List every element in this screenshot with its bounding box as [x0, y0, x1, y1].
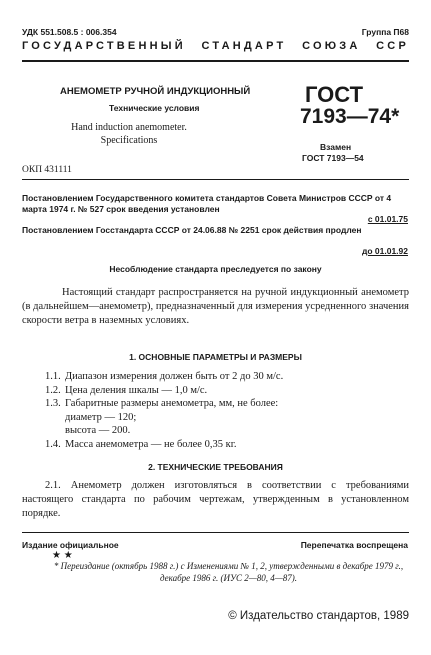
document-title: АНЕМОМЕТР РУЧНОЙ ИНДУКЦИОННЫЙ: [60, 86, 251, 97]
decree-1-date: с 01.01.75: [367, 214, 408, 224]
list-item: [45, 438, 409, 452]
item-text: Габаритные размеры анемометра, мм, не более:: [65, 398, 279, 409]
okp-code: ОКП 431111: [22, 165, 72, 175]
decree-2-date: до 01.01.92: [361, 246, 408, 256]
section-2-heading: 2. ТЕХНИЧЕСКИЕ ТРЕБОВАНИЯ: [148, 462, 283, 472]
udk-code: УДК 551.508.5 : 006.354: [22, 27, 117, 37]
list-item: [45, 370, 409, 384]
paragraph-2-1: 2.1. Анемометр должен изготовляться в соответствии с требованиями настоящего стандарта по рабочим чертежам, утвержденным в установленном порядке.: [22, 480, 409, 519]
group-code: Группа П68: [361, 27, 409, 37]
replaces-label: Взамен: [320, 142, 352, 152]
item-number: 1.2.: [45, 384, 61, 396]
item-number: 1.4.: [45, 438, 61, 450]
amendments-note: * Переиздание (октябрь 1988 г.) с Изменениями № 1, 2, утвержденными в декабре 1979 г., декабре 1986 г. (ИУС 2—80, 4—87).: [53, 561, 404, 583]
decree-1-text: Постановлением Государственного комитета стандартов Совета Министров СССР от 4 марта 1974 г. № 527 срок введения установлен: [22, 193, 392, 214]
item-number: 1.3.: [45, 398, 61, 409]
gost-label: ГОСТ: [305, 82, 364, 107]
english-title-line1: Hand induction anemometer.: [71, 122, 187, 133]
section-1-items: [45, 370, 409, 451]
item-number: 1.1.: [45, 371, 61, 382]
sub-item-diameter: диаметр — 120;: [65, 411, 137, 423]
copyright: © Издательство стандартов, 1989: [228, 610, 409, 622]
item-text: Диапазон измерения должен быть от 2 до 30 м/с.: [65, 371, 284, 382]
bottom-divider: [22, 532, 409, 533]
top-divider: [22, 60, 409, 62]
reprint-prohibited: Перепечатка воспрещена: [300, 540, 408, 550]
star-icon: ★ ★: [52, 550, 73, 561]
item-text: Цена деления шкалы — 1,0 м/с.: [65, 384, 208, 396]
intro-paragraph: Настоящий стандарт распространяется на ручной индукционный анемометр (в дальнейшем—анемометр), предназначенный для измерения усредненного значения скорости ветра в наземных условиях.: [22, 287, 409, 326]
document-subtitle: Технические условия: [109, 103, 200, 113]
official-edition: Издание официальное: [22, 540, 119, 550]
gost-number: 7193—74*: [300, 105, 400, 128]
english-title-line2: Specifications: [100, 135, 158, 146]
list-item: [45, 397, 409, 411]
header-row: [22, 27, 409, 37]
sub-item-height: высота — 200.: [65, 425, 131, 436]
replaces-value: ГОСТ 7193—54: [302, 153, 364, 163]
violation-notice: Несоблюдение стандарта преследуется по закону: [109, 264, 322, 274]
english-title: [0, 121, 258, 147]
standard-title: ГОСУДАРСТВЕННЫЙ СТАНДАРТ СОЮЗА ССР: [22, 40, 409, 52]
decree-2-text: Постановлением Госстандарта СССР от 24.06.88 № 2251 срок действия продлен: [22, 225, 362, 235]
middle-divider: [22, 179, 409, 180]
section-1-heading: 1. ОСНОВНЫЕ ПАРАМЕТРЫ И РАЗМЕРЫ: [129, 352, 302, 362]
list-item: [45, 384, 409, 398]
item-text: Масса анемометра — не более 0,35 кг.: [65, 438, 237, 450]
